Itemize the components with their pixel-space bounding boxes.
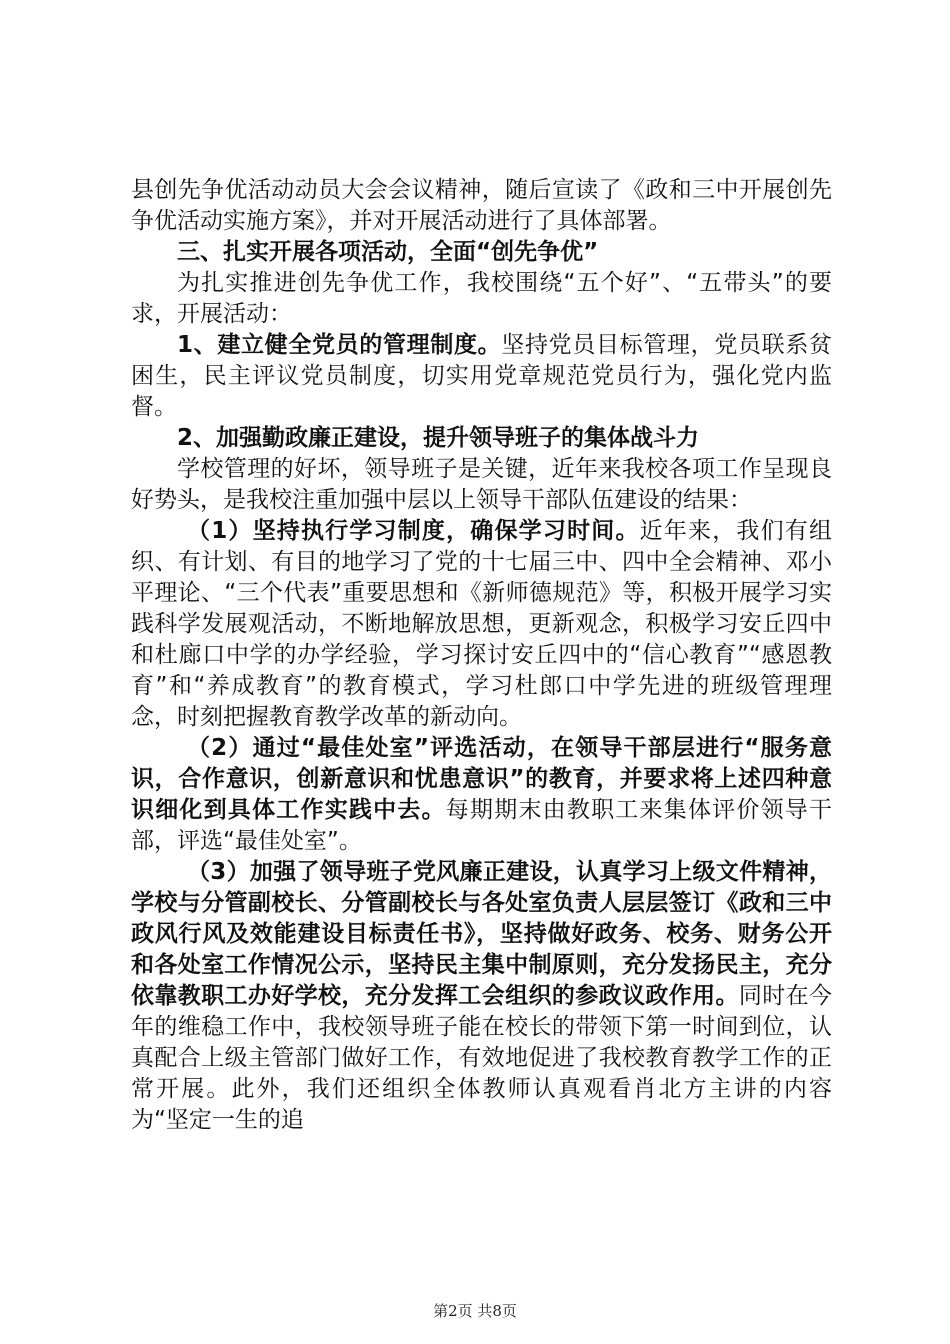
paragraph-intro: [131, 268, 832, 330]
point-heading: （1）坚持执行学习制度，确保学习时间。: [187, 518, 640, 544]
item-heading: 1、建立健全党员的管理制度。: [177, 332, 502, 358]
paragraph-point-2: [131, 733, 832, 857]
paragraph-text: 坚持党员目标管理，党员联系贫困生，民主评议党员制度，切实用党章规范党员行为，强化党内监督。: [131, 332, 833, 420]
paragraph-leadership: [131, 454, 832, 516]
paragraph-text: 近年来，我们有组织、有计划、有目的地学习了党的十七届三中、四中全会精神、邓小平理论、“三个代表”重要思想和《新师德规范》等，积极开展学习实践科学发展观活动，不断地解放思想，更新观念，积极学习安丘四中和杜廊口中学的办学经验，学习探讨安丘四中的“信心教育”“感恩教育”和“养成教育”的教育模式，学习杜郎口中学先进的班级管理理念，时刻把握教育教学改革的新动向。: [131, 518, 832, 730]
paragraph-point-3: [131, 857, 832, 1136]
page-number: 第2页 共8页: [433, 1302, 517, 1320]
heading-text: 三、扎实开展各项活动，全面“创先争优”: [177, 239, 599, 265]
paragraph-point-1: [131, 516, 832, 733]
paragraph-item-1: [131, 330, 832, 423]
paragraph-continuation: [131, 175, 832, 237]
paragraph-text: 学校管理的好坏，领导班子是关键，近年来我校各项工作呈现良好势头，是我校注重加强中层以上领导干部队伍建设的结果：: [131, 456, 832, 513]
heading-text: 2、加强勤政廉正建设，提升领导班子的集体战斗力: [177, 425, 700, 451]
point-heading: （2）通过“最佳处室”评选活动，在领导干部层进行“服务意识，合作意识，创新意识和忧患意识”的教育，并要求将上述四种意识细化到具体工作实践中去。: [131, 735, 832, 823]
paragraph-text: 每期期末由教职工来集体评价领导干部，评选“最佳处室”。: [131, 797, 833, 854]
section-heading: [131, 237, 832, 268]
paragraph-text: 县创先争优活动动员大会会议精神，随后宣读了《政和三中开展创先争优活动实施方案》，并对开展活动进行了具体部署。: [131, 177, 832, 234]
subsection-heading: [131, 423, 832, 454]
paragraph-text: 同时在今年的维稳工作中，我校领导班子能在校长的带领下第一时间到位，认真配合上级主管部门做好工作，有效地促进了我校教育教学工作的正常开展。此外，我们还组织全体教师认真观看肖北方主讲的内容为“坚定一生的追: [131, 983, 833, 1133]
paragraph-text: 为扎实推进创先争优工作，我校围绕“五个好”、“五带头”的要求，开展活动：: [131, 270, 832, 327]
page-footer: [0, 1300, 950, 1321]
point-heading: （3）加强了领导班子党风廉正建设，认真学习上级文件精神，学校与分管副校长、分管副校长与各处室负责人层层签订《政和三中政风行风及效能建设目标责任书》，坚持做好政务、校务、财务公开和各处室工作情况公示，坚持民主集中制原则，充分发扬民主，充分依靠教职工办好学校，充分发挥工会组织的参政议政作用。: [131, 859, 832, 1009]
document-body: [131, 175, 832, 1136]
